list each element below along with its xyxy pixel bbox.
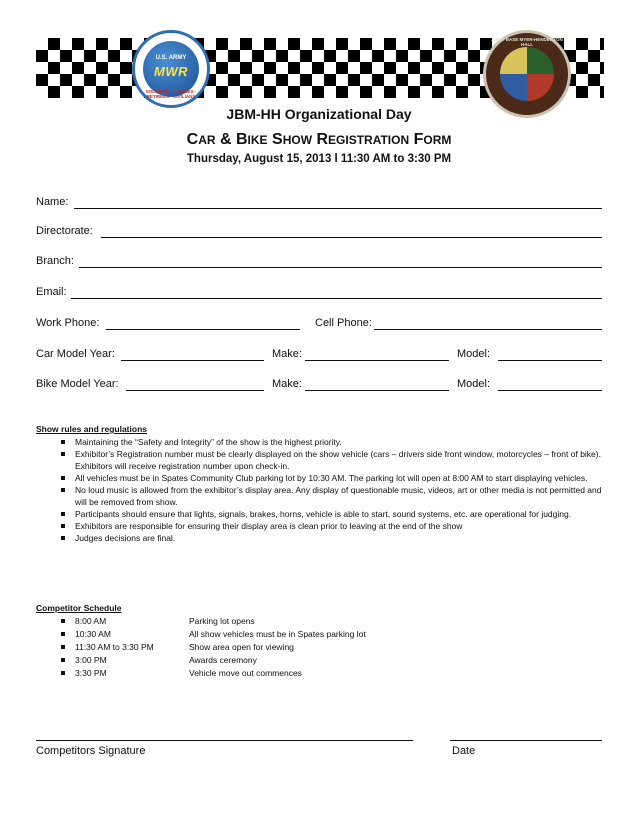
bike-make-label: Make: bbox=[272, 378, 302, 390]
rule-item: Exhibitors are responsible for ensuring their display area is clean prior to leaving at the end of the show bbox=[75, 520, 606, 532]
schedule-time: 11:30 AM to 3:30 PM bbox=[75, 642, 154, 652]
directorate-field[interactable] bbox=[101, 237, 602, 238]
schedule-list bbox=[36, 615, 606, 680]
schedule-event: All show vehicles must be in Spates parking lot bbox=[189, 629, 366, 639]
schedule-event: Vehicle move out commences bbox=[189, 668, 302, 678]
schedule-section bbox=[36, 603, 606, 680]
event-date: Thursday, August 15, 2013 l 11:30 AM to 3:30 PM bbox=[186, 153, 452, 165]
mwr-logo-ring-text: SOLDIERS · FAMILIES · RETIREES · CIVILIANS bbox=[145, 89, 197, 99]
schedule-item bbox=[75, 641, 606, 654]
jbm-seal-ring-text: JOINT BASE MYER-HENDERSON HALL bbox=[491, 37, 563, 47]
form-title: CAR & BIKE SHOW REGISTRATION FORM bbox=[186, 131, 452, 148]
schedule-title: Competitor Schedule bbox=[36, 603, 122, 613]
car-model-year-field[interactable] bbox=[121, 360, 264, 361]
bike-make-field[interactable] bbox=[305, 390, 449, 391]
car-model-field[interactable] bbox=[498, 360, 602, 361]
cell-phone-field[interactable] bbox=[374, 329, 602, 330]
mwr-logo-main-text: MWR bbox=[154, 64, 188, 79]
branch-label: Branch: bbox=[36, 255, 74, 267]
name-label: Name: bbox=[36, 196, 69, 208]
schedule-event: Parking lot opens bbox=[189, 616, 255, 626]
schedule-time: 8:00 AM bbox=[75, 616, 107, 626]
mwr-logo-top-text: U.S. ARMY bbox=[155, 55, 187, 61]
car-make-label: Make: bbox=[272, 348, 302, 360]
schedule-time: 10:30 AM bbox=[75, 629, 111, 639]
schedule-item bbox=[75, 654, 606, 667]
name-field[interactable] bbox=[74, 208, 602, 209]
rules-list bbox=[36, 436, 606, 544]
work-phone-label: Work Phone: bbox=[36, 317, 100, 329]
car-make-field[interactable] bbox=[305, 360, 449, 361]
rules-section bbox=[36, 424, 606, 544]
competitor-signature-label: Competitors Signature bbox=[36, 745, 146, 757]
bike-model-year-label: Bike Model Year: bbox=[36, 378, 119, 390]
cell-phone-label: Cell Phone: bbox=[315, 317, 372, 329]
schedule-item bbox=[75, 628, 606, 641]
schedule-event: Show area open for viewing bbox=[189, 642, 294, 652]
rule-item: Participants should ensure that lights, signals, brakes, horns, vehicle is able to start, sound systems, etc. are operational for judging. bbox=[75, 508, 606, 520]
car-model-label: Model: bbox=[457, 348, 491, 360]
schedule-time: 3:00 PM bbox=[75, 655, 107, 665]
directorate-label: Directorate: bbox=[36, 225, 93, 237]
schedule-item bbox=[75, 667, 606, 680]
rule-item: Judges decisions are final. bbox=[75, 532, 606, 544]
schedule-item bbox=[75, 615, 606, 628]
date-field[interactable] bbox=[450, 740, 602, 741]
bike-model-label: Model: bbox=[457, 378, 491, 390]
email-field[interactable] bbox=[71, 298, 602, 299]
schedule-event: Awards ceremony bbox=[189, 655, 257, 665]
rule-item: Exhibitor’s Registration number must be clearly displayed on the show vehicle (cars – drivers side front window, motorcycles – front of bike). Exhibitors will receive registration number upon check-in. bbox=[75, 448, 606, 472]
competitor-signature-field[interactable] bbox=[36, 740, 413, 741]
bike-model-field[interactable] bbox=[498, 390, 602, 391]
bike-model-year-field[interactable] bbox=[126, 390, 264, 391]
seal-emblem-icon bbox=[500, 47, 554, 101]
work-phone-field[interactable] bbox=[106, 329, 300, 330]
date-label: Date bbox=[452, 745, 476, 757]
rule-item: No loud music is allowed from the exhibitor’s display area. Any display of questionable music, videos, art or other media is not permitted and will be removed from show. bbox=[75, 484, 606, 508]
rules-title: Show rules and regulations bbox=[36, 424, 147, 434]
mwr-logo bbox=[132, 30, 210, 108]
schedule-time: 3:30 PM bbox=[75, 668, 107, 678]
car-model-year-label: Car Model Year: bbox=[36, 348, 115, 360]
email-label: Email: bbox=[36, 286, 67, 298]
rule-item: All vehicles must be in Spates Community Club parking lot by 10:30 AM. The parking lot will open at 8:00 AM to start displaying vehicles. bbox=[75, 472, 606, 484]
rule-item: Maintaining the “Safety and Integrity” of the show is the highest priority. bbox=[75, 436, 606, 448]
org-day-title: JBM-HH Organizational Day bbox=[226, 106, 412, 122]
branch-field[interactable] bbox=[79, 267, 602, 268]
jbm-hh-seal bbox=[483, 30, 571, 118]
